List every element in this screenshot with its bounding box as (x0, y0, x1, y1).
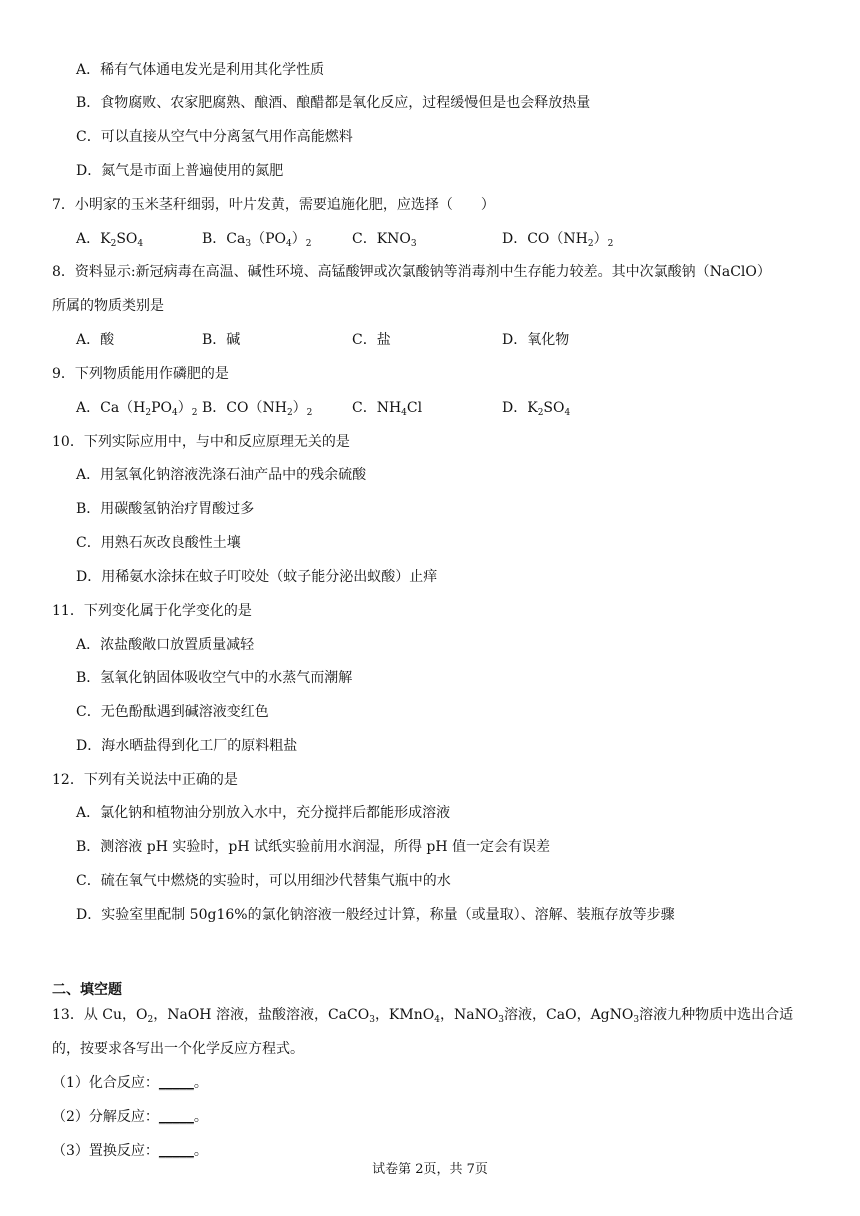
q8-stem-line2: 所属的物质类别是 (52, 298, 164, 314)
q8-option-c: C．盐 (352, 332, 391, 348)
q8-options (76, 330, 796, 350)
answer-blank[interactable]: _____ (158, 1109, 194, 1125)
q9-option-b: B．$CO(NH_2)_2$ (202, 400, 313, 418)
section-title-fill-in: 二、填空题 (52, 982, 122, 998)
q11-option-d: D．海水晒盐得到化工厂的原料粗盐 (76, 738, 298, 754)
q13-part-2: （2）分解反应：_____。 (52, 1109, 208, 1125)
q7-option-d: D．$CO(NH_2)_2$ (502, 231, 614, 249)
q11-option-c: C．无色酚酞遇到碱溶液变红色 (76, 704, 269, 720)
q10-option-a: A．用氢氧化钠溶液洗涤石油产品中的残余硫酸 (76, 467, 367, 483)
q7-option-b: B．$Ca_3(PO_4)_2$ (202, 231, 312, 249)
q9-option-a: A．$Ca(H_2PO_4)_2$ (76, 400, 198, 418)
q6-option-d: D．氮气是市面上普遍使用的氮肥 (76, 163, 284, 179)
q10-stem: 10．下列实际应用中，与中和反应原理无关的是 (52, 434, 350, 450)
q12-stem: 12．下列有关说法中正确的是 (52, 772, 238, 788)
q8-option-d: D．氧化物 (502, 332, 570, 348)
q8-option-b: B．碱 (202, 332, 241, 348)
q11-option-b: B．氢氧化钠固体吸收空气中的水蒸气而潮解 (76, 670, 353, 686)
q7-stem: 7．小明家的玉米茎秆细弱，叶片发黄，需要追施化肥，应选择（ ） (52, 197, 495, 213)
q7-option-a: A．$K_2SO_4$ (76, 231, 144, 249)
q8-option-a: A．酸 (76, 332, 115, 348)
q9-option-c: C．$NH_4Cl$ (352, 400, 423, 418)
q6-option-c: C．可以直接从空气中分离氢气用作高能燃料 (76, 129, 353, 145)
q6-option-b: B．食物腐败、农家肥腐熟、酿酒、酿醋都是氧化反应，过程缓慢但是也会释放热量 (76, 95, 591, 111)
q10-option-d: D．用稀氨水涂抹在蚊子叮咬处（蚊子能分泌出蚁酸）止痒 (76, 569, 438, 585)
q10-option-b: B．用碳酸氢钠治疗胃酸过多 (76, 501, 255, 517)
q7-options (76, 229, 796, 249)
q13-stem-line1: 13．从 Cu，$O_2$，NaOH 溶液，盐酸溶液，CaCO$_3$，KMnO$_4$，NaNO$_3$溶液，CaO，AgNO$_3$溶液九种物质中选出合适 (52, 1007, 794, 1025)
q7-option-c: C．$KNO_3$ (352, 231, 417, 249)
q12-option-c: C．硫在氧气中燃烧的实验时，可以用细沙代替集气瓶中的水 (76, 873, 451, 889)
q12-option-a: A．氯化钠和植物油分别放入水中，充分搅拌后都能形成溶液 (76, 805, 451, 821)
q10-option-c: C．用熟石灰改良酸性土壤 (76, 535, 241, 551)
q9-option-d: D．$K_2SO_4$ (502, 400, 571, 418)
q9-options (76, 398, 796, 418)
q12-option-b: B．测溶液 pH 实验时，pH 试纸实验前用水润湿，所得 pH 值一定会有误差 (76, 839, 551, 855)
q13-stem-line2: 的，按要求各写出一个化学反应方程式。 (52, 1041, 304, 1057)
q13-part-1: （1）化合反应：_____。 (52, 1075, 208, 1091)
q9-stem: 9．下列物质能用作磷肥的是 (52, 366, 229, 382)
q8-stem-line1: 8．资料显示:新冠病毒在高温、碱性环境、高锰酸钾或次氯酸钠等消毒剂中生存能力较差。其中次氯酸钠（NaClO） (52, 264, 771, 280)
answer-blank[interactable]: _____ (158, 1075, 194, 1091)
q6-option-a: A．稀有气体通电发光是利用其化学性质 (76, 62, 325, 78)
answer-blank[interactable]: _____ (158, 1143, 194, 1159)
q12-option-d: D．实验室里配制 50g16%的氯化钠溶液一般经过计算，称量（或量取）、溶解、装瓶存放等步骤 (76, 907, 675, 923)
q13-part-3: （3）置换反应：_____。 (52, 1143, 208, 1159)
page-footer: 试卷第 2页，共 7页 (372, 1162, 488, 1177)
q11-stem: 11．下列变化属于化学变化的是 (52, 603, 252, 619)
q11-option-a: A．浓盐酸敞口放置质量减轻 (76, 637, 255, 653)
